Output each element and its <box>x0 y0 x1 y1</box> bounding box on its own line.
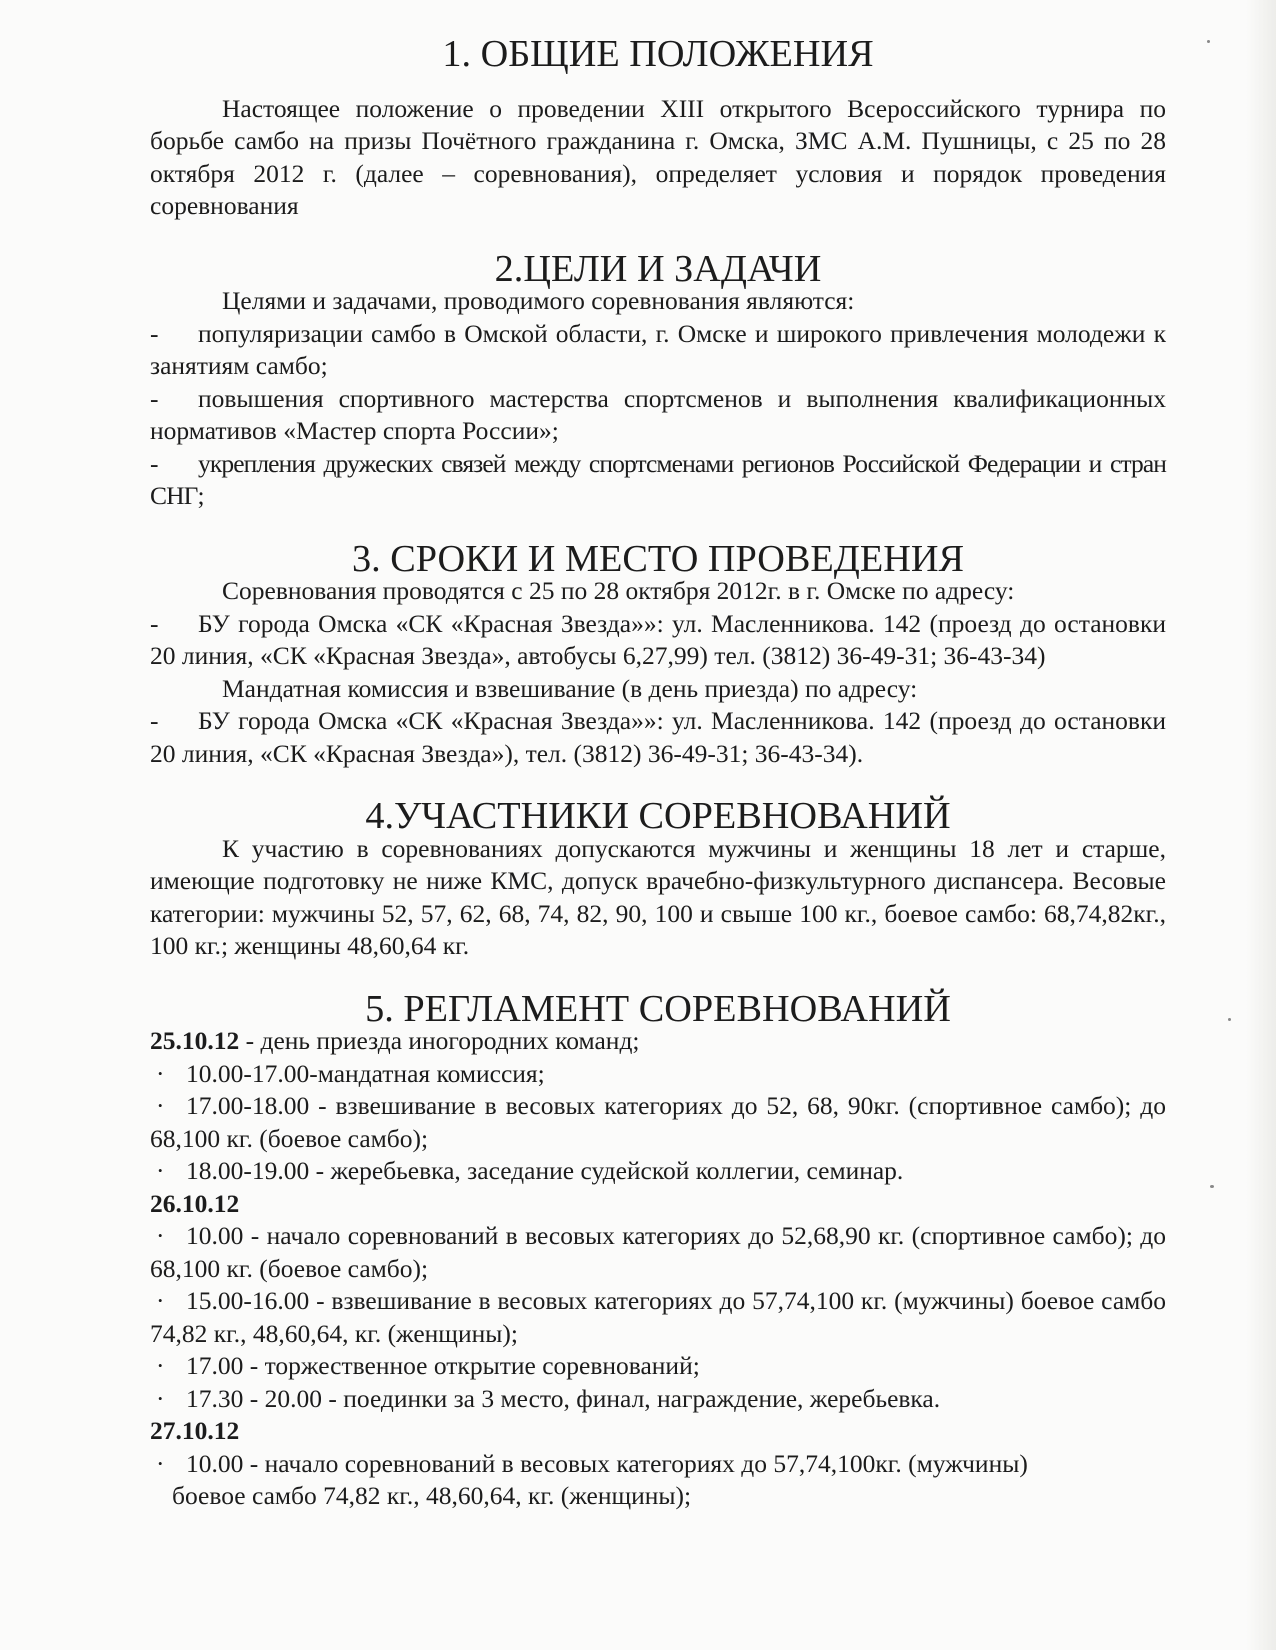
section-1-heading: 1. ОБЩИЕ ПОЛОЖЕНИЯ <box>442 33 874 75</box>
bullet-marker: · <box>156 1351 165 1380</box>
schedule-item <box>150 1350 1166 1383</box>
section-4-text: К участию в соревнованиях допускаются мужчины и женщины 18 лет и старше, имеющие подготовку не ниже КМС, допуск врачебно-физкультурного диспансера. Весовые категории: мужчины 52, 57, 62, 68, 74, 82, 90, 100 и свыше 100 кг., боевое самбо: 68,74,82кг., 100 кг.; женщины 48,60,64 кг. <box>150 833 1166 960</box>
section-4-heading: 4.УЧАСТНИКИ СОРЕВНОВАНИЙ <box>365 795 951 837</box>
scan-speck <box>1228 1018 1231 1021</box>
bullet-marker: · <box>156 1091 165 1120</box>
venue-item <box>150 705 1166 770</box>
goal-item <box>150 318 1166 383</box>
section-2-intro: Целями и задачами, проводимого соревнования являются: <box>222 286 855 315</box>
section-3-intro: Соревнования проводятся с 25 по 28 октября 2012г. в г. Омске по адресу: <box>222 576 1015 605</box>
schedule-item-text: 15.00-16.00 - взвешивание в весовых категориях до 57,74,100 кг. (мужчины) боевое самбо 74,82 кг., 48,60,64, кг. (женщины); <box>150 1286 1166 1348</box>
bullet-marker: · <box>156 1156 165 1185</box>
schedule-item-text: 17.00-18.00 - взвешивание в весовых категориях до 52, 68, 90кг. (спортивное самбо); до 68,100 кг. (боевое самбо); <box>150 1091 1166 1153</box>
dash-marker: - <box>150 706 159 735</box>
venue-item-text: БУ города Омска «СК «Красная Звезда»»: ул. Масленникова. 142 (проезд до остановки 20 линия, «СК «Красная Звезда»), тел. (3812) 36-49-31; 36-43-34). <box>150 706 1166 768</box>
schedule-item <box>150 1448 1166 1481</box>
schedule-item-text: 17.00 - торжественное открытие соревнований; <box>186 1351 700 1380</box>
goal-item <box>150 448 1166 513</box>
schedule-item <box>150 1383 1166 1416</box>
venue-item-text: БУ города Омска «СК «Красная Звезда»»: ул. Масленникова. 142 (проезд до остановки 20 линия, «СК «Красная Звезда», автобусы 6,27,99) тел. (3812) 36-49-31; 36-43-34) <box>150 608 1166 670</box>
section-2-heading: 2.ЦЕЛИ И ЗАДАЧИ <box>494 247 822 290</box>
schedule-item-text: 10.00 - начало соревнований в весовых категориях до 57,74,100кг. (мужчины) <box>186 1448 1028 1478</box>
schedule-item-continuation: боевое самбо 74,82 кг., 48,60,64, кг. (женщины); <box>172 1481 692 1510</box>
schedule-item <box>150 1090 1166 1155</box>
dash-marker: - <box>150 318 159 348</box>
document-body <box>150 33 1166 1513</box>
section-3-intro-2: Мандатная комиссия и взвешивание (в день приезда) по адресу: <box>222 673 918 703</box>
schedule-item-text: 10.00-17.00-мандатная комиссия; <box>186 1058 545 1088</box>
dash-marker: - <box>150 383 159 413</box>
venue-item <box>150 608 1166 673</box>
bullet-marker: · <box>156 1448 165 1478</box>
schedule-date: 27.10.12 <box>150 1416 240 1445</box>
schedule-day-note: - день приезда иногородних команд; <box>239 1026 640 1055</box>
scan-edge-shadow <box>1246 0 1276 1650</box>
bullet-marker: · <box>156 1383 165 1413</box>
schedule-date: 25.10.12 <box>150 1026 240 1055</box>
bullet-marker: · <box>156 1058 165 1088</box>
schedule-item <box>150 1220 1166 1285</box>
goal-item-text: популяризации самбо в Омской области, г. Омске и широкого привлечения молодежи к занятиям самбо; <box>150 318 1166 380</box>
schedule-item-text: 10.00 - начало соревнований в весовых категориях до 52,68,90 кг. (спортивное самбо); до 68,100 кг. (боевое самбо); <box>150 1221 1166 1283</box>
schedule-item-text: 17.30 - 20.00 - поединки за 3 место, финал, награждение, жеребьевка. <box>186 1383 941 1413</box>
scan-speck <box>1207 40 1210 43</box>
schedule-date: 26.10.12 <box>150 1188 240 1218</box>
goal-item <box>150 383 1166 448</box>
schedule-item <box>150 1155 1166 1188</box>
schedule-day-1 <box>150 1025 1166 1058</box>
section-1-text: Настоящее положение о проведении XIII открытого Всероссийского турнира по борьбе самбо на призы Почётного гражданина г. Омска, ЗМС А.М. Пушницы, с 25 по 28 октября 2012 г. (далее – соревнования), определяет условия и порядок проведения соревнования <box>150 93 1166 220</box>
section-5-heading: 5. РЕГЛАМЕНТ СОРЕВНОВАНИЙ <box>365 987 951 1030</box>
bullet-marker: · <box>156 1286 165 1315</box>
schedule-item <box>150 1285 1166 1350</box>
bullet-marker: · <box>156 1221 165 1250</box>
schedule-item-text: 18.00-19.00 - жеребьевка, заседание судейской коллегии, семинар. <box>186 1156 904 1185</box>
goal-item-text: укрепления дружеских связей между спортсменами регионов Российской Федерации и стран СНГ; <box>150 448 1166 510</box>
section-3-heading: 3. СРОКИ И МЕСТО ПРОВЕДЕНИЯ <box>351 537 965 580</box>
dash-marker: - <box>150 608 159 638</box>
scan-speck <box>1210 1185 1214 1188</box>
schedule-item <box>150 1058 1166 1091</box>
goal-item-text: повышения спортивного мастерства спортсменов и выполнения квалификационных нормативов «Мастер спорта России»; <box>150 383 1166 445</box>
dash-marker: - <box>150 448 158 478</box>
